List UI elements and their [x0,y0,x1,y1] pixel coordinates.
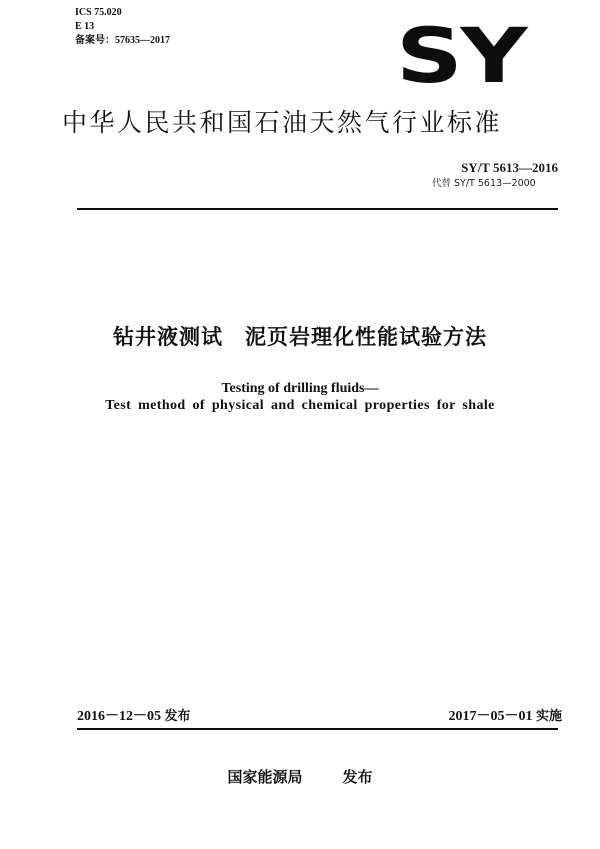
ics-code: ICS 75.020 [75,7,122,18]
document-title-en-line1: Testing of drilling fluids— [221,381,379,396]
issuer-action: 发布 [342,768,373,786]
issuer-line [0,767,600,787]
title-cn-part1: 钻井液测试 [113,325,223,349]
classification-block [75,6,170,48]
issue-date: 2016－12－05 [77,709,161,724]
issuer-name: 国家能源局 [227,768,303,786]
implement-date-line [448,708,562,726]
issue-date-line [77,708,191,726]
filing-number: 备案号：57635—2017 [75,35,170,46]
title-cn-part2: 泥页岩理化性能试验方法 [245,325,487,349]
bottom-divider [77,728,558,730]
ccs-code: E 13 [75,21,95,32]
issue-label: 发布 [164,709,191,724]
top-divider [77,208,558,210]
org-title: 中华人民共和国石油天然气行业标准 [62,108,503,137]
document-title-cn [0,322,600,352]
replaced-standard: 代替 SY/T 5613—2000 [432,178,536,189]
document-title-en-line2: Test method of physical and chemical properties for shale [105,398,495,413]
sy-logo: SY [396,11,526,100]
implement-date: 2017－05－01 [448,709,533,724]
implement-label: 实施 [535,709,562,724]
standard-number: SY/T 5613—2016 [461,160,558,175]
